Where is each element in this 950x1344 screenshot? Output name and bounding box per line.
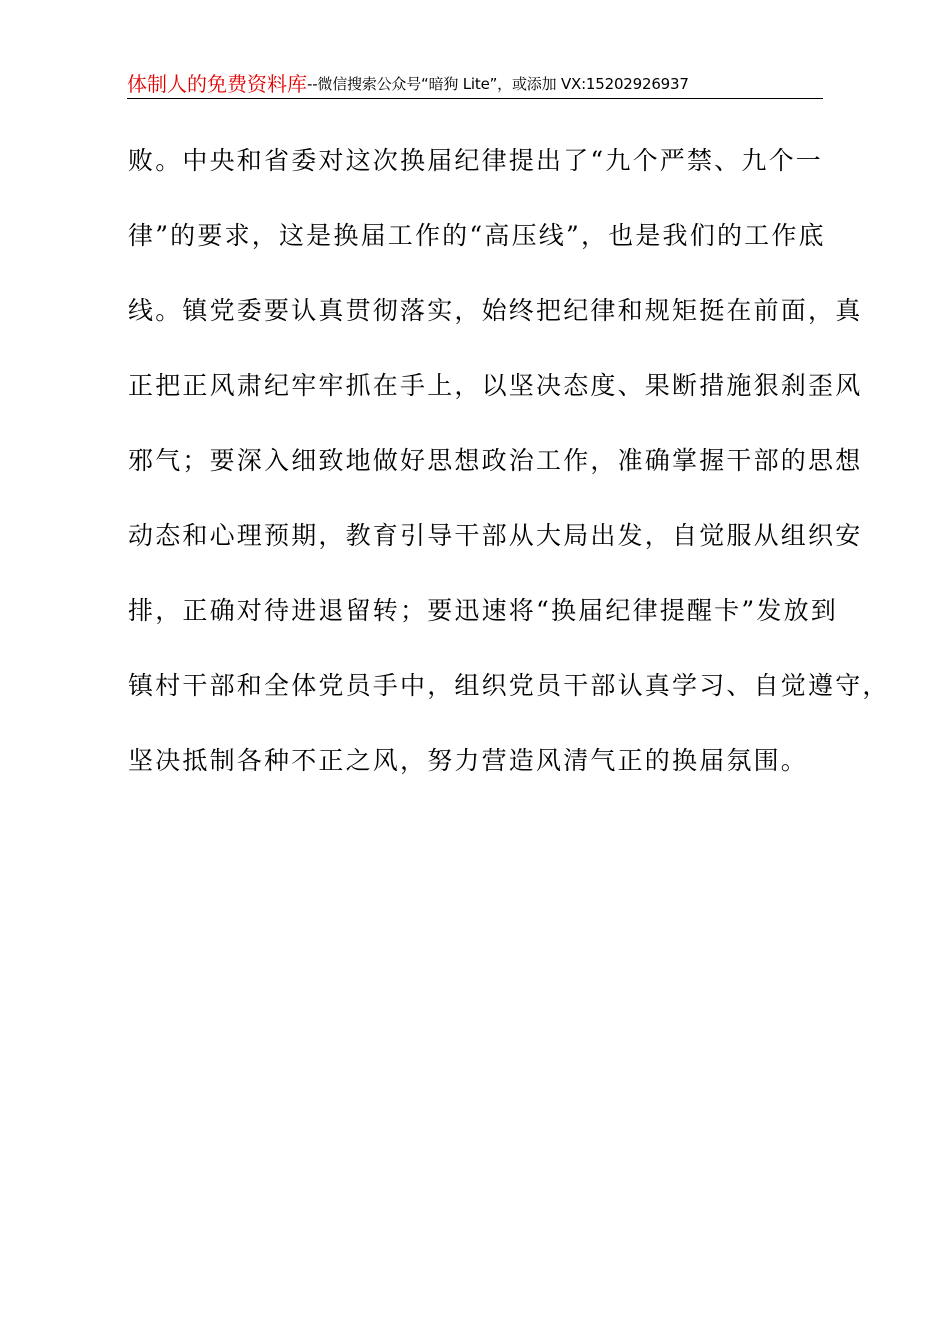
body-line: 律”的要求，这是换届工作的“高压线”，也是我们的工作底	[128, 221, 826, 250]
body-line: 邪气；要深入细致地做好思想政治工作，准确掌握干部的思想	[128, 446, 863, 475]
body-line: 坚决抵制各种不正之风，努力营造风清气正的换届氛围。	[128, 746, 809, 775]
page-header	[127, 70, 823, 99]
body-line: 镇村干部和全体党员手中，组织党员干部认真学习、自觉遵守，	[128, 671, 890, 700]
document-body	[128, 142, 890, 817]
header-brand-text: 体制人的免费资料库	[127, 72, 307, 96]
body-line: 正把正风肃纪牢牢抓在手上，以坚决态度、果断措施狠刹歪风	[128, 371, 863, 400]
body-line: 动态和心理预期，教育引导干部从大局出发，自觉服从组织安	[128, 521, 863, 550]
body-line: 线。镇党委要认真贯彻落实，始终把纪律和规矩挺在前面，真	[128, 296, 863, 325]
body-line: 败。中央和省委对这次换届纪律提出了“九个严禁、九个一	[128, 146, 823, 175]
body-line: 排，正确对待进退留转；要迅速将“换届纪律提醒卡”发放到	[128, 596, 838, 625]
header-note-text: --微信搜索公众号“暗狗 Lite”，或添加 VX:15202926937	[307, 75, 689, 93]
